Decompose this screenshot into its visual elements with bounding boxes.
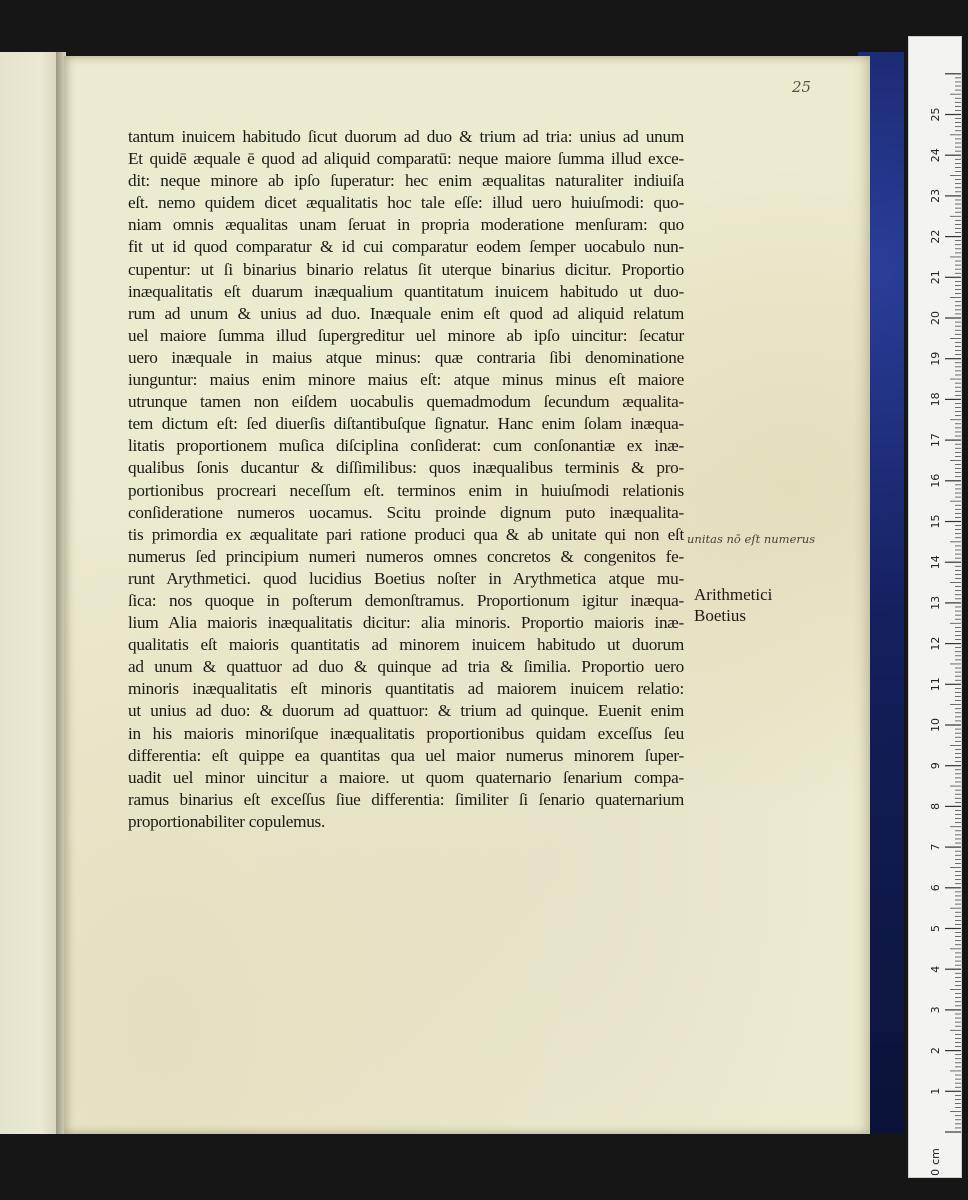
ruler-number: 5 [929,925,942,932]
text-line: litatis proportionem muſica diſciplina conſiderat: cum conſonantiæ ex inæ- [128,436,684,456]
ruler-number: 19 [929,351,942,366]
ruler-zero-label [929,1148,942,1176]
text-line: lium Alia maioris inæqualitatis dicitur: alia minoris. Proportio maioris inæ- [128,613,684,633]
measurement-ruler [908,36,962,1178]
ruler-number: 14 [929,555,942,570]
handwritten-margin-note: unitas nō eſt numerus [687,532,816,546]
text-line: differentia: eſt quippe ea quantitas qua uel maior numerus minorem ſuper- [128,745,684,765]
text-line: conſideratione numeros uocamus. Scitu proinde dignum puto inæqualita- [128,502,684,522]
text-line: ad unum & quattuor ad duo & quinque ad tria & ſimilia. Proportio uero [128,657,684,677]
text-line: portionibus procreari neceſſum eſt. terminos enim in huiuſmodi relationis [128,480,684,500]
text-line: utrunque tamen non eiſdem uocabulis quemadmodum ſecundum æqualita- [128,392,684,412]
text-line: runt Arythmetici. quod lucidius Boetius noſter in Arythmetica atque mu- [128,568,684,588]
ruler-number: 23 [929,188,942,203]
text-line: qualitatis eſt maioris quantitatis ad minorem inuicem habitudo ut duorum [128,635,684,655]
ruler-number: 15 [929,514,942,529]
text-line: tantum inuicem habitudo ſicut duorum ad duo & trium ad tria: unius ad unum [128,127,684,146]
text-line: uadit uel minor uincitur a maiore. ut quom quaternario ſenarium compa- [128,767,684,787]
ruler-number: 18 [929,392,942,407]
ruler-number: 1 [929,1087,942,1095]
ruler-number: 13 [929,595,942,610]
text-line: uero inæquale in maius atque minus: quæ contraria ſibi denominatione [128,347,684,367]
text-line: fit ut id quod comparatur & id cui comparatur eodem ſemper uocabulo nun- [128,237,684,257]
ruler-number: 12 [929,636,942,651]
ruler-number: 21 [929,270,942,285]
text-line: numerus ſed principium numeri numeros omnes concretos & congenitos fe- [128,546,684,566]
ruler-number: 11 [929,677,942,692]
ruler-number: 17 [929,433,942,448]
text-line: ſica: nos quoque in poſterum demonſtramus. Proportionum igitur inæqua- [128,590,684,610]
text-line: in his maioris minoriſque inæqualitatis proportionibus quidam exceſſus ſeu [128,723,684,743]
ruler-number: 7 [929,843,942,851]
ruler-number: 22 [929,229,942,244]
text-line: qualibus ſonis ducantur & diſſimilibus: quos inæqualibus terminis & pro- [128,458,684,478]
ruler-number: 3 [929,1006,942,1014]
ruler-number: 6 [929,884,942,892]
text-line: cupentur: ut ſi binarius binario relatus ſit uterque binarius dicitur. Proportio [128,259,684,279]
left-page-edge [0,52,60,1134]
text-line: minoris inæqualitatis eſt minoris quantitatis ad maiorem inuicem relatio: [128,679,684,699]
text-line: dit: neque minore ab ipſo ſuperatur: hec enim æqualitas naturaliter indiuiſa [128,171,684,191]
ruler-unit: cm [929,1148,942,1165]
text-line: ut unius ad duo: & duorum ad quattuor: & trium ad quinque. Euenit enim [128,701,684,721]
text-line: rum ad unum & unius ad duo. Inæquale enim eſt quod ad aliquid relatum [128,303,684,323]
ruler-number: 16 [929,473,942,488]
text-line: inæqualitatis eſt duarum inæqualium quantitatum inuicem habitudo ut duo- [128,281,684,301]
main-text-block [128,126,684,833]
text-line: iunguntur: maius enim minore maius eſt: atque minus minus eſt maiore [128,370,684,390]
folio-number: 25 [792,78,812,96]
ruler-number: 24 [929,148,942,163]
ruler-number: 10 [929,718,942,732]
ruler-number: 4 [929,965,942,973]
ruler-number: 2 [929,1047,942,1055]
ruler-zero: 0 [929,1168,942,1176]
text-line: niam omnis æqualitas unam ſeruat in propria moderatione menſuram: quo [128,215,684,235]
text-line: eſt. nemo quidem dicet æqualitatis hoc tale eſſe: illud uero huiuſmodi: quo- [128,193,684,213]
printed-margin-note [694,584,772,626]
margin-note-line: Arithmetici [694,585,773,604]
ruler-number: 20 [929,311,942,325]
text-line: proportionabiliter copulemus. [128,811,326,831]
text-line: tis primordia ex æqualitate pari ratione produci qua & ab unitate qui non eſt [128,524,684,544]
ruler-scale [909,37,961,1177]
text-line: tem dictum eſt: ſed diuerſis diſtantibuſque ſignatur. Hanc enim ſolam inæqua- [128,414,684,434]
text-line: uel maiore ſumma illud ſupergreditur uel minore ab ipſo uincitur: ſecatur [128,325,684,345]
ruler-number: 25 [929,107,942,122]
ruler-number: 8 [929,802,942,810]
text-line: ramus binarius eſt exceſſus ſiue differentia: ſimiliter ſi ſenario quaternarium [128,789,684,809]
text-line: Et quidē æquale ē quod ad aliquid comparatū: neque maiore ſumma illud exce- [128,149,684,169]
margin-note-line: Boetius [694,606,746,625]
ruler-number: 9 [929,762,942,770]
